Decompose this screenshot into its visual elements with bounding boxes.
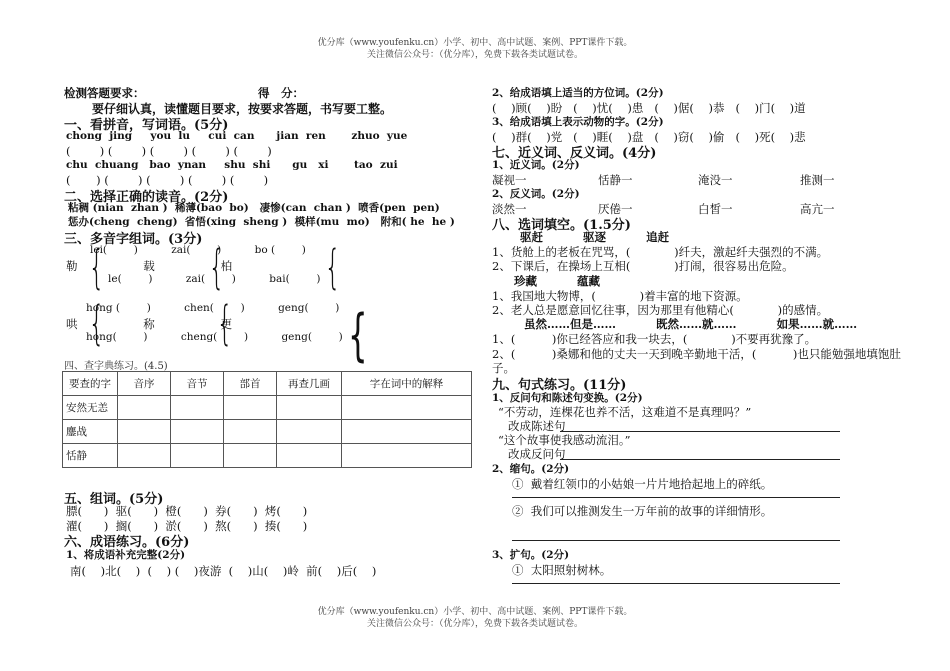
- section-6-title: 六、成语练习。(6分): [64, 535, 190, 550]
- synonym-item[interactable]: 淹没一: [698, 173, 733, 187]
- section-2-title: 二、选择正确的读音。(2分): [64, 190, 229, 205]
- brace-icon: {: [208, 240, 225, 294]
- section-4-title: 四、查字典练习。(4.5): [64, 361, 168, 372]
- word-group-line-2[interactable]: 濯( ) 搁( ) 淤( ) 熬( ) 揍( ): [66, 519, 308, 533]
- shorten-sentence-1: ① 戴着红领巾的小姑娘一片片地拾起地上的碎纸。: [512, 477, 773, 491]
- answer-cell[interactable]: [277, 396, 342, 420]
- score-label: 得 分：: [258, 86, 304, 100]
- table-header-row: [63, 372, 472, 396]
- answer-cell[interactable]: [171, 444, 224, 468]
- word-group-line-1[interactable]: 膘( ) 驱( ) 橙( ) 券( ) 烤( ): [66, 504, 308, 518]
- fill-question[interactable]: 2、下课后，在操场上互相( )打闹，很容易出危险。: [492, 259, 794, 273]
- answer-line[interactable]: [512, 540, 840, 541]
- synonym-subtitle: 1、近义词。(2分): [492, 159, 580, 171]
- word-choices-3: 虽然……但是…… 既然……就…… 如果……就……: [524, 317, 858, 331]
- sentence-sub-2: 2、缩句。(2分): [492, 463, 570, 475]
- dictionary-table: [62, 371, 472, 468]
- fill-question[interactable]: 1、( )你已经答应和我一块去，( )不要再犹豫了。: [492, 332, 817, 346]
- answer-cell[interactable]: [224, 420, 277, 444]
- section-3-title: 三、多音字组词。(3分): [64, 232, 203, 247]
- antonym-subtitle: 2、反义词。(2分): [492, 188, 580, 200]
- sentence-quote-1: “不劳动，连棵花也养不活，这难道不是真理吗？”: [498, 405, 752, 419]
- footer-line-2: 关注微信公众号：（优分库），免费下载各类试题试卷。: [366, 619, 583, 629]
- answer-cell[interactable]: [118, 396, 171, 420]
- idiom-direction-line[interactable]: ( )顾( )盼 ( )忧( )患 ( )倨( )恭 ( )门( )道: [492, 101, 806, 115]
- table-row: [63, 420, 472, 444]
- change-label-1: 改成陈述句: [508, 419, 566, 433]
- shorten-sentence-2: ② 我们可以推测发生一万年前的故事的详细情形。: [512, 504, 773, 518]
- answer-cell[interactable]: [342, 444, 472, 468]
- answer-cell[interactable]: [118, 420, 171, 444]
- col-header: 音节: [171, 372, 224, 396]
- antonym-item[interactable]: 高亢一: [800, 202, 835, 216]
- header-line-2: 关注微信公众号：（优分库），免费下载各类试题试卷。: [366, 50, 583, 60]
- sentence-quote-2: “这个故事使我感动流泪。”: [498, 433, 631, 447]
- answer-blanks-row-1[interactable]: ( ) ( ) ( ) ( ) ( ): [66, 144, 272, 158]
- polyphone-chars-1: 勒 载 柏: [66, 259, 233, 273]
- lookup-word: 安然无恙: [63, 396, 118, 420]
- antonym-item[interactable]: 白皙一: [698, 202, 733, 216]
- idiom-direction-title: 2、给成语填上适当的方位词。(2分): [492, 87, 664, 99]
- answer-cell[interactable]: [277, 444, 342, 468]
- answer-cell[interactable]: [277, 420, 342, 444]
- answer-cell[interactable]: [171, 420, 224, 444]
- polyphone-row-2[interactable]: le( ) zai( ) bai( ): [108, 273, 321, 285]
- fill-question[interactable]: 2、( )桑娜和他的丈夫一天到晚辛勤地干活，( )也只能勉强地填饱肚: [492, 347, 901, 361]
- header-line-1: 优分库（www.youfenku.cn）小学、初中、高中试题、案例、PPT课件下载。: [317, 38, 633, 48]
- word-choices-1: 驱赶 驱逐 追赶: [520, 230, 670, 244]
- table-row: [63, 444, 472, 468]
- col-header: 音序: [118, 372, 171, 396]
- fill-question-cont: 子。: [492, 361, 515, 375]
- idiom-sub-1: 1、将成语补充完整(2分): [66, 549, 186, 561]
- synonym-item[interactable]: 恬静一: [598, 173, 633, 187]
- answer-cell[interactable]: [342, 420, 472, 444]
- idiom-fill-line[interactable]: 南( )北( ) ( ) ( )夜游 ( )山( )岭 前( )后( ): [70, 564, 377, 578]
- fill-question[interactable]: 2、老人总是愿意回忆往事，因为那里有他精心( )的感情。: [492, 303, 829, 317]
- answer-cell[interactable]: [118, 444, 171, 468]
- pinyin-row-2: chu chuang bao ynan shu shi gu xi tao zui: [66, 159, 398, 171]
- antonym-item[interactable]: 厌倦一: [598, 202, 633, 216]
- answer-cell[interactable]: [342, 396, 472, 420]
- requirements-text: 要仔细认真，读懂题目要求，按要求答题，书写要工整。: [92, 102, 393, 116]
- word-choices-2: 珍藏 蕴藏: [514, 274, 601, 288]
- polyphone-row-4[interactable]: hong( ) cheng( ) geng( ): [86, 331, 343, 343]
- polyphone-chars-2: 哄 称 更: [66, 317, 233, 331]
- section-1-title: 一、看拼音，写词语。(5分): [64, 118, 229, 133]
- polyphone-row-1[interactable]: lei( ) zai( ) bo ( ): [90, 244, 306, 256]
- antonym-item[interactable]: 淡然一: [492, 202, 527, 216]
- section-7-title: 七、近义词、反义词。(4分): [492, 146, 657, 161]
- expand-sentence-1: ① 太阳照射树林。: [512, 563, 612, 577]
- brace-icon: {: [348, 303, 368, 368]
- lookup-word: 恬静: [63, 444, 118, 468]
- polyphone-row-3[interactable]: hong ( ) chen( ) geng( ): [86, 302, 340, 314]
- answer-blanks-row-2[interactable]: ( ) ( ) ( ) ( ) ( ): [66, 173, 269, 187]
- col-header: 字在词中的解释: [342, 372, 472, 396]
- change-label-2: 改成反问句: [508, 447, 566, 461]
- answer-line[interactable]: [560, 459, 840, 460]
- brace-icon: {: [88, 296, 105, 350]
- footer-line-1: 优分库（www.youfenku.cn）小学、初中、高中试题、案例、PPT课件下载。: [317, 607, 633, 617]
- brace-icon: {: [88, 240, 105, 294]
- idiom-animal-line[interactable]: ( )群( )党 ( )睚( )盘 ( )窃( )偷 ( )死( )悲: [492, 130, 806, 144]
- pinyin-row-1: chong jing you lu cui can jian ren zhuo yue: [66, 130, 408, 142]
- brace-icon: {: [324, 240, 341, 294]
- col-header: 要查的字: [63, 372, 118, 396]
- col-header: 再查几画: [277, 372, 342, 396]
- answer-cell[interactable]: [224, 444, 277, 468]
- synonym-item[interactable]: 凝视一: [492, 173, 527, 187]
- section-9-title: 九、句式练习。(11分): [492, 378, 627, 393]
- sentence-sub-3: 3、扩句。(2分): [492, 549, 570, 561]
- answer-cell[interactable]: [224, 396, 277, 420]
- sentence-sub-1: 1、反问句和陈述句变换。(2分): [492, 392, 643, 404]
- col-header: 部首: [224, 372, 277, 396]
- section-5-title: 五、组词。(5分): [64, 492, 164, 507]
- table-row: [63, 396, 472, 420]
- reading-choice-line-2[interactable]: 惩办(cheng cheng) 省悟(xing sheng ) 模样(mu mo) 附和( he he ): [68, 216, 455, 228]
- brace-icon: {: [216, 296, 233, 350]
- lookup-word: 鏖战: [63, 420, 118, 444]
- idiom-animal-title: 3、给成语填上表示动物的字。(2分): [492, 116, 664, 128]
- answer-line[interactable]: [512, 583, 840, 584]
- requirements-title: 检测答题要求：: [64, 86, 145, 100]
- fill-question[interactable]: 1、我国地大物博，( )着丰富的地下资源。: [492, 289, 748, 303]
- answer-cell[interactable]: [171, 396, 224, 420]
- fill-question[interactable]: 1、货舱上的老板在咒骂，( )纤夫，激起纤夫强烈的不满。: [492, 245, 829, 259]
- synonym-item[interactable]: 推测一: [800, 173, 835, 187]
- section-8-title: 八、选词填空。(1.5分): [492, 218, 631, 233]
- answer-line[interactable]: [512, 497, 840, 498]
- reading-choice-line-1[interactable]: 粘稠 (nian zhan ) 稀薄(bao bo) 凄惨(can chan ) 喷香(pen pen): [68, 202, 440, 214]
